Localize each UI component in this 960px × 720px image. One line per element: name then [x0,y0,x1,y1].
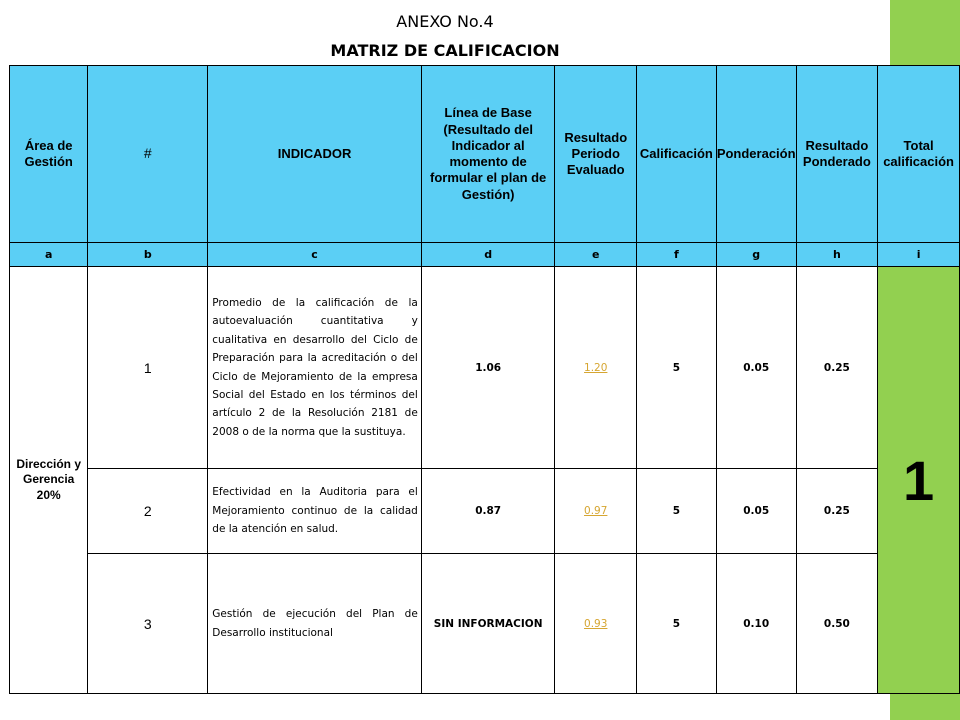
letter-d: d [421,243,555,267]
header-ponderacion: Ponderación [716,66,796,243]
baseline-value: 0.87 [421,469,555,554]
header-resultado-periodo: Resultado Periodo Evaluado [555,66,637,243]
qualification-value: 5 [636,469,716,554]
baseline-value: SIN INFORMACION [421,554,555,694]
row-number: 3 [88,554,208,694]
qualification-matrix [9,65,960,694]
annex-title: ANEXO No.4 [396,12,494,31]
header-resultado-ponderado: Resultado Ponderado [796,66,878,243]
letters-row [10,243,960,267]
result-link[interactable]: 0.97 [555,469,637,554]
weight-value: 0.05 [716,469,796,554]
baseline-value: 1.06 [421,267,555,469]
row-number: 1 [88,267,208,469]
matrix-title: MATRIZ DE CALIFICACION [330,41,560,60]
weight-value: 0.10 [716,554,796,694]
indicator-text: Promedio de la calificación de la autoevaluación cuantitativa y cualitativa en desarrollo del Ciclo de Preparación para la acreditación o del Ciclo de Mejoramiento de la empresa Social del Estado en los términos del artículo 2 de la Resolución 2181 de 2008 o de la norma que la sustituya. [208,267,422,469]
letter-i: i [878,243,960,267]
area-cell: Dirección y Gerencia 20% [10,267,88,694]
letter-c: c [208,243,422,267]
letter-f: f [636,243,716,267]
letter-a: a [10,243,88,267]
header-calificacion: Calificación [636,66,716,243]
weighted-result: 0.25 [796,267,878,469]
letter-b: b [88,243,208,267]
header-area: Área de Gestión [10,66,88,243]
table-row [10,554,960,694]
weighted-result: 0.25 [796,469,878,554]
header-linea-base: Línea de Base (Resultado del Indicador al momento de formular el plan de Gestión) [421,66,555,243]
qualification-value: 5 [636,267,716,469]
letter-g: g [716,243,796,267]
letter-h: h [796,243,878,267]
table-row [10,267,960,469]
result-link[interactable]: 0.93 [555,554,637,694]
weighted-result: 0.50 [796,554,878,694]
header-row [10,66,960,243]
row-number: 2 [88,469,208,554]
table-row [10,469,960,554]
header-total: Total calificación [878,66,960,243]
indicator-text: Gestión de ejecución del Plan de Desarrollo institucional [208,554,422,694]
letter-e: e [555,243,637,267]
qualification-value: 5 [636,554,716,694]
indicator-text: Efectividad en la Auditoria para el Mejoramiento continuo de la calidad de la atención en salud. [208,469,422,554]
total-score: 1 [878,267,960,694]
result-link[interactable]: 1.20 [555,267,637,469]
weight-value: 0.05 [716,267,796,469]
header-number: # [88,66,208,243]
header-indicador: INDICADOR [208,66,422,243]
